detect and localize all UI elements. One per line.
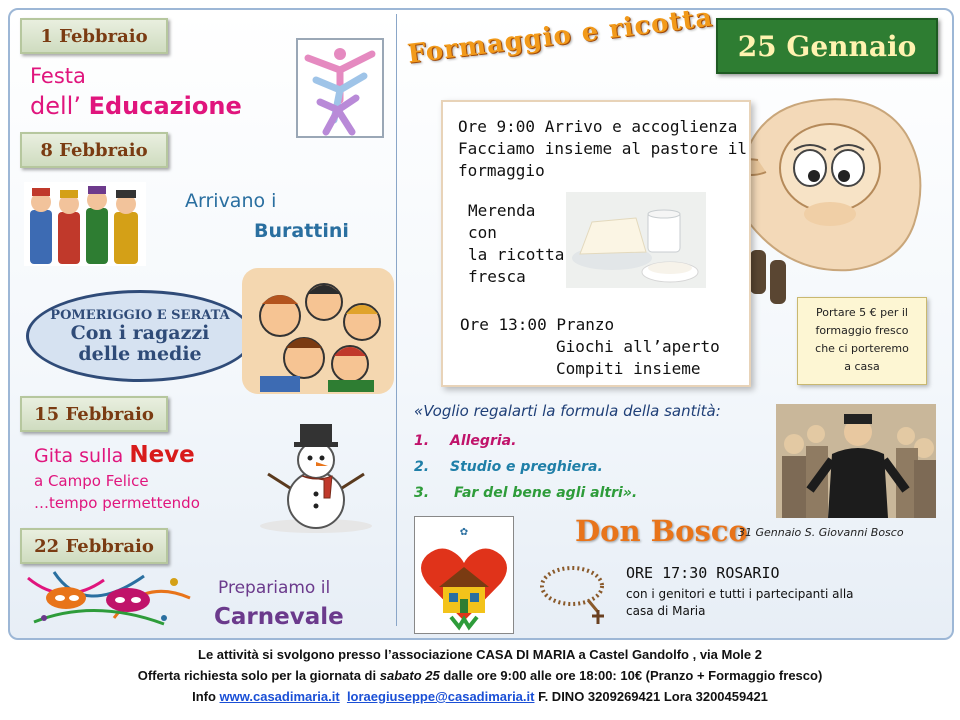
rosary-l1: con i genitori e tutti i partecipanti alla <box>626 587 854 601</box>
feb15-line1a: Gita sulla <box>34 445 130 467</box>
carnival-masks-image <box>24 568 194 630</box>
note-l3: che ci porteremo <box>815 342 909 355</box>
feb1-line2a: dell’ <box>30 92 89 120</box>
card-merenda <box>468 200 564 288</box>
puppets-image <box>24 182 146 266</box>
sheep-image <box>730 64 930 314</box>
date-tag-feb8 <box>20 132 168 168</box>
note-l1: Portare 5 € per il <box>816 306 908 319</box>
oval-line1: POMERIGGIO E SERATA <box>50 307 230 323</box>
date-tag-feb1 <box>20 18 168 54</box>
note-l2: formaggio fresco <box>815 324 909 337</box>
rosary-l2: casa di Maria <box>626 604 706 618</box>
santity-list <box>414 428 637 506</box>
card-m2: con <box>468 223 497 242</box>
date-feb8: 8 Febbraio <box>40 139 148 161</box>
feb8-line1: Arrivano i <box>185 190 277 212</box>
footer-line1: Le attività si svolgono presso l’associazione CASA DI MARIA a Castel Gandolfo , via Mole 2 <box>198 647 762 662</box>
rosary-text <box>626 586 854 620</box>
card-m4: fresca <box>468 267 526 286</box>
headline-formaggio: Formaggio e ricotta <box>406 2 715 70</box>
card-l1: Ore 13:00 Pranzo <box>460 315 615 334</box>
column-divider <box>396 14 397 626</box>
note-l4: a casa <box>844 360 880 373</box>
card-p1: Ore 9:00 Arrivo e accoglienza <box>458 117 738 136</box>
footer-line2: Offerta richiesta solo per la giornata di sabato 25 dalle ore 9:00 alle ore 18:00: 10€ (Pranzo + Formaggio fresco) <box>137 668 823 683</box>
card-afternoon <box>460 314 720 380</box>
feb22-line1: Prepariamo il <box>218 578 331 598</box>
feast-caption: 31 Gennaio S. Giovanni Bosco <box>738 526 904 539</box>
sticky-note <box>797 297 927 385</box>
oval-line3: delle medie <box>78 342 202 365</box>
date-feb15: 15 Febbraio <box>34 403 154 425</box>
feb15-line1b: Neve <box>129 442 195 468</box>
footer-line3: Info www.casadimaria.it loraegiuseppe@casadimaria.it F. DINO 3209269421 Lora 3200459421 <box>192 689 768 704</box>
education-logo-image <box>296 38 384 138</box>
feb22-line2: Carnevale <box>214 604 344 630</box>
email-link[interactable]: loraegiuseppe@casadimaria.it <box>346 689 535 704</box>
don-bosco-title: Don Bosco <box>575 514 748 548</box>
feb1-line2b: Educazione <box>88 92 242 120</box>
feb15-line1 <box>34 442 195 468</box>
snowman-image <box>254 418 378 534</box>
feb1-line2 <box>30 92 242 120</box>
website-link[interactable]: www.casadimaria.it <box>219 689 340 704</box>
list-item: 1. Allegria. <box>414 433 517 449</box>
feb1-line1: Festa <box>30 64 86 88</box>
kids-cartoon-image <box>240 266 396 396</box>
quote-line: «Voglio regalarti la formula della santità: <box>414 402 721 420</box>
oval-medie <box>26 290 254 382</box>
card-p3: formaggio <box>458 161 545 180</box>
feb8-line2: Burattini <box>254 220 349 242</box>
don-bosco-photo <box>776 404 936 518</box>
card-m3: la ricotta <box>468 245 565 264</box>
card-p2: Facciamo insieme al pastore il <box>458 139 747 158</box>
card-morning <box>458 116 747 182</box>
footer-info <box>0 644 960 707</box>
date-tag-feb15 <box>20 396 168 432</box>
date-feb22: 22 Febbraio <box>34 535 154 557</box>
casa-di-maria-logo <box>414 516 514 634</box>
date-feb1: 1 Febbraio <box>40 25 148 47</box>
oval-line2: Con i ragazzi <box>70 321 210 344</box>
date-jan25: 25 Gennaio <box>737 29 917 63</box>
card-m1: Merenda <box>468 201 536 220</box>
ricotta-image <box>566 192 706 288</box>
feb15-line2: a Campo Felice <box>34 472 149 490</box>
card-l3: Compiti insieme <box>556 359 701 378</box>
feb15-line3: …tempo permettendo <box>34 494 200 512</box>
card-l2: Giochi all’aperto <box>556 337 720 356</box>
rosary-title: ORE 17:30 ROSARIO <box>626 564 780 582</box>
list-item: 2. Studio e preghiera. <box>414 459 603 475</box>
list-item: 3. Far del bene agli altri». <box>414 485 638 501</box>
date-tag-feb22 <box>20 528 168 564</box>
svg-text:✿: ✿ <box>459 527 469 538</box>
rosary-image <box>536 560 612 626</box>
